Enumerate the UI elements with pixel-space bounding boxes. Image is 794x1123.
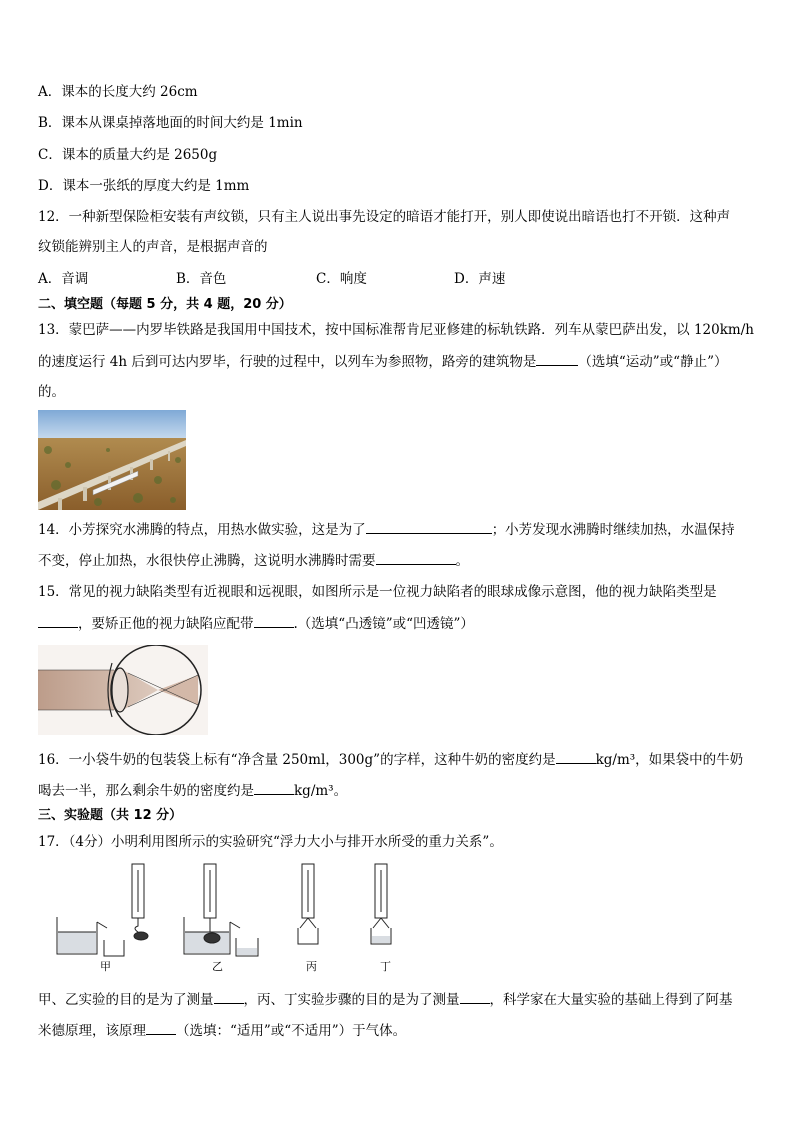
q15-stem-line2 (38, 613, 474, 634)
q14-stem-line1 (38, 519, 735, 540)
figure-label-ding: 丁 (380, 960, 391, 973)
eye-imaging-diagram (38, 645, 208, 735)
q16-text-end: kg/m³。 (294, 783, 348, 799)
q15-stem-line1: 15．常见的视力缺陷类型有近视眼和远视眼，如图所示是一位视力缺陷者的眼球成像示意图，他的视力缺陷类型是 (38, 584, 717, 600)
figure-label-yi: 乙 (212, 960, 223, 973)
q15-answer-blank-1 (38, 613, 78, 628)
q14-answer-blank-2 (376, 550, 456, 565)
q14-text: 14．小芳探究水沸腾的特点，用热水做实验，这是为了 (38, 522, 366, 538)
q14-answer-blank-1 (366, 519, 492, 534)
q15-text: ，要矫正他的视力缺陷应配带 (78, 616, 254, 632)
q16-text-after: kg/m³，如果袋中的牛奶 (595, 752, 744, 768)
q13-text-after: （选填“运动”或“静止”） (578, 354, 728, 370)
section-heading-experiment: 三、实验题（共 12 分） (38, 808, 183, 823)
q13-stem-line1: 13．蒙巴萨——内罗毕铁路是我国用中国技术，按中国标准帮肯尼亚修建的标轨铁路．列车从蒙巴萨出发，以 120km/h (38, 322, 754, 338)
buoyancy-experiment-figure (52, 862, 412, 972)
q13-text: 的速度运行 4h 后到可达内罗毕，行驶的过程中，以列车为参照物，路旁的建筑物是 (38, 354, 537, 370)
q12-stem-line2: 纹锁能辨别主人的声音，是根据声音的 (38, 239, 268, 255)
q13-stem-line2 (38, 351, 727, 372)
q17-text-after: ，科学家在大量实验的基础上得到了阿基 (489, 992, 733, 1008)
q12-options (38, 269, 505, 289)
q13-stem-line3: 的。 (38, 384, 65, 400)
q16-text: 16．一小袋牛奶的包装袋上标有“净含量 250ml，300g”的字样，这种牛奶的密度约是 (38, 752, 556, 768)
q11-option-d: D．课本一张纸的厚度大约是 1mm (38, 178, 250, 194)
q12-option-a: A．音调 (38, 271, 89, 287)
figure-label-jia: 甲 (100, 960, 111, 973)
q16-answer-blank-2 (254, 780, 294, 795)
q16-stem-line2 (38, 780, 347, 801)
q17-answer-blank-2 (460, 989, 490, 1004)
q16-stem-line1 (38, 749, 743, 770)
q17-text-end: （选填：“适用”或“不适用”）于气体。 (176, 1023, 407, 1039)
q12-option-d: D．声速 (454, 271, 506, 287)
q16-text-2: 喝去一半，那么剩余牛奶的密度约是 (38, 783, 254, 799)
q17-stem-line2 (38, 989, 733, 1010)
q12-option-c: C．响度 (316, 271, 367, 287)
q17-text-2: 米德原理，该原理 (38, 1023, 146, 1039)
q17-answer-blank-1 (214, 989, 244, 1004)
q16-answer-blank-1 (556, 749, 596, 764)
q11-option-a: A．课本的长度大约 26cm (38, 84, 198, 100)
q17-stem-line1: 17．（4分）小明利用图所示的实验研究“浮力大小与排开水所受的重力关系”。 (38, 834, 503, 850)
q14-text-end: 。 (455, 553, 469, 569)
q15-text-after: .（选填“凸透镜”或“凹透镜”） (293, 616, 474, 632)
q14-stem-line2 (38, 550, 469, 571)
q15-answer-blank-2 (254, 613, 294, 628)
q14-text-2: 不变，停止加热，水很快停止沸腾，这说明水沸腾时需要 (38, 553, 376, 569)
q17-text-mid: ，丙、丁实验步骤的目的是为了测量 (243, 992, 460, 1008)
railway-viaduct-photo (38, 410, 186, 510)
q11-option-b: B．课本从课桌掉落地面的时间大约是 1min (38, 115, 303, 131)
q17-stem-line3 (38, 1020, 406, 1041)
q17-text: 甲、乙实验的目的是为了测量 (38, 992, 214, 1008)
q12-stem-line1: 12．一种新型保险柜安装有声纹锁，只有主人说出事先设定的暗语才能打开，别人即使说出暗语也打不开锁．这种声 (38, 209, 731, 225)
q12-option-b: B．音色 (176, 271, 227, 287)
figure-label-bing: 丙 (306, 960, 317, 973)
q11-option-c: C．课本的质量大约是 2650g (38, 147, 218, 163)
q13-answer-blank (536, 351, 578, 366)
section-heading-fill-in: 二、填空题（每题 5 分，共 4 题，20 分） (38, 297, 292, 312)
q14-text-after: ；小芳发现水沸腾时继续加热，水温保持 (491, 522, 735, 538)
q17-answer-blank-3 (146, 1020, 176, 1035)
